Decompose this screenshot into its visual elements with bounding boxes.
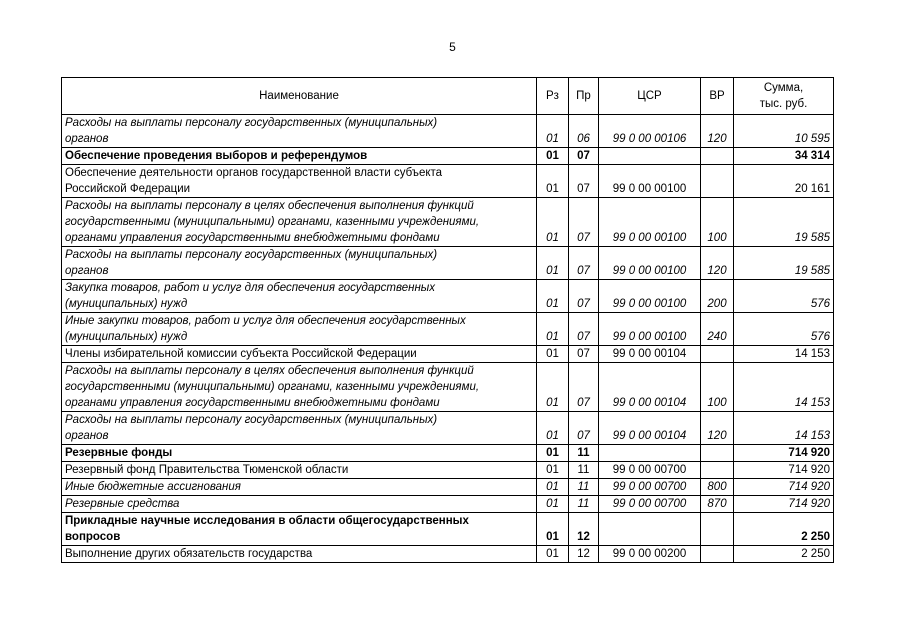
- row-name-line: Иные закупки товаров, работ и услуг для обеспечения государственных: [65, 315, 466, 327]
- row-sum: 20 161: [734, 165, 834, 198]
- row-name: [62, 496, 537, 513]
- row-vr: [701, 148, 734, 165]
- row-rz: 01: [537, 462, 569, 479]
- row-rz: 01: [537, 479, 569, 496]
- row-name-line: Обеспечение деятельности органов государственной власти субъекта: [65, 167, 443, 179]
- row-csr: 99 0 00 00104: [599, 412, 701, 445]
- row-pr: 07: [569, 363, 599, 412]
- table-row: [62, 496, 834, 513]
- row-name-line: Обеспечение проведения выборов и референдумов: [65, 150, 368, 162]
- row-name-line: органами управления государственными внебюджетными фондами: [65, 232, 440, 244]
- row-name-line: Прикладные научные исследования в области общегосударственных: [65, 515, 469, 527]
- row-csr: 99 0 00 00100: [599, 198, 701, 247]
- row-vr: [701, 346, 734, 363]
- row-sum: 19 585: [734, 198, 834, 247]
- row-sum: 14 153: [734, 363, 834, 412]
- row-pr: 11: [569, 496, 599, 513]
- row-pr: 12: [569, 513, 599, 546]
- row-vr: 870: [701, 496, 734, 513]
- row-vr: 800: [701, 479, 734, 496]
- header-sum: [734, 78, 834, 115]
- table-row: [62, 346, 834, 363]
- row-csr: [599, 445, 701, 462]
- row-name-line: государственными (муниципальными) органами, казенными учреждениями,: [65, 381, 480, 393]
- row-name-line: органов: [65, 430, 109, 442]
- row-rz: 01: [537, 513, 569, 546]
- row-csr: 99 0 00 00104: [599, 346, 701, 363]
- row-name-line: Иные бюджетные ассигнования: [65, 481, 241, 493]
- row-sum: 714 920: [734, 462, 834, 479]
- row-rz: 01: [537, 165, 569, 198]
- row-name-line: Члены избирательной комиссии субъекта Российской Федерации: [65, 348, 417, 360]
- table-row: [62, 313, 834, 346]
- row-sum: 14 153: [734, 412, 834, 445]
- row-vr: 120: [701, 247, 734, 280]
- row-csr: 99 0 00 00700: [599, 496, 701, 513]
- row-rz: 01: [537, 115, 569, 148]
- table-row: [62, 198, 834, 247]
- table-row: [62, 445, 834, 462]
- row-name: [62, 479, 537, 496]
- table-row: [62, 412, 834, 445]
- row-name-line: Расходы на выплаты персоналу государственных (муниципальных): [65, 414, 438, 426]
- row-sum: 714 920: [734, 496, 834, 513]
- row-sum: 10 595: [734, 115, 834, 148]
- row-name-line: Расходы на выплаты персоналу в целях обеспечения выполнения функций: [65, 365, 474, 377]
- table-row: [62, 513, 834, 546]
- row-name: [62, 445, 537, 462]
- row-name: [62, 165, 537, 198]
- row-pr: 11: [569, 462, 599, 479]
- row-name-line: вопросов: [65, 531, 121, 543]
- row-name-line: органами управления государственными внебюджетными фондами: [65, 397, 440, 409]
- row-vr: [701, 445, 734, 462]
- row-name-line: органов: [65, 265, 109, 277]
- row-name: [62, 115, 537, 148]
- row-pr: 07: [569, 165, 599, 198]
- row-name: [62, 546, 537, 563]
- row-rz: 01: [537, 363, 569, 412]
- row-name-line: (муниципальных) нужд: [65, 331, 188, 343]
- row-pr: 07: [569, 280, 599, 313]
- row-pr: 07: [569, 198, 599, 247]
- table-row: [62, 280, 834, 313]
- row-rz: 01: [537, 198, 569, 247]
- row-csr: [599, 513, 701, 546]
- row-name: [62, 513, 537, 546]
- row-name-line: Резервные фонды: [65, 447, 173, 459]
- row-csr: 99 0 00 00104: [599, 363, 701, 412]
- row-name: [62, 198, 537, 247]
- table-row: [62, 148, 834, 165]
- row-vr: [701, 462, 734, 479]
- row-sum: 2 250: [734, 546, 834, 563]
- row-pr: 07: [569, 247, 599, 280]
- row-name-line: Расходы на выплаты персоналу государственных (муниципальных): [65, 249, 438, 261]
- row-pr: 07: [569, 148, 599, 165]
- row-rz: 01: [537, 496, 569, 513]
- row-name-line: (муниципальных) нужд: [65, 298, 188, 310]
- row-name: [62, 412, 537, 445]
- row-name: [62, 313, 537, 346]
- table-row: [62, 479, 834, 496]
- row-name: [62, 247, 537, 280]
- row-sum: 714 920: [734, 479, 834, 496]
- row-vr: 100: [701, 198, 734, 247]
- row-name: [62, 346, 537, 363]
- row-csr: 99 0 00 00700: [599, 462, 701, 479]
- row-rz: 01: [537, 546, 569, 563]
- row-name-line: Резервные средства: [65, 498, 180, 510]
- row-name-line: Выполнение других обязательств государства: [65, 548, 313, 560]
- header-pr: Пр: [569, 78, 599, 115]
- row-vr: [701, 165, 734, 198]
- row-name-line: государственными (муниципальными) органами, казенными учреждениями,: [65, 216, 480, 228]
- row-sum: 714 920: [734, 445, 834, 462]
- row-rz: 01: [537, 412, 569, 445]
- row-pr: 11: [569, 479, 599, 496]
- table-row: [62, 115, 834, 148]
- row-vr: [701, 546, 734, 563]
- row-vr: 120: [701, 115, 734, 148]
- row-name-line: Российской Федерации: [65, 183, 191, 195]
- row-csr: 99 0 00 00100: [599, 280, 701, 313]
- table-row: [62, 363, 834, 412]
- row-pr: 07: [569, 313, 599, 346]
- row-rz: 01: [537, 280, 569, 313]
- table-row: [62, 165, 834, 198]
- row-csr: 99 0 00 00106: [599, 115, 701, 148]
- row-pr: 07: [569, 346, 599, 363]
- page-number: 5: [449, 40, 456, 54]
- row-csr: 99 0 00 00100: [599, 165, 701, 198]
- row-csr: 99 0 00 00100: [599, 247, 701, 280]
- row-pr: 11: [569, 445, 599, 462]
- row-name: [62, 148, 537, 165]
- row-rz: 01: [537, 346, 569, 363]
- row-pr: 07: [569, 412, 599, 445]
- row-csr: 99 0 00 00700: [599, 479, 701, 496]
- row-rz: 01: [537, 445, 569, 462]
- row-csr: [599, 148, 701, 165]
- row-sum: 576: [734, 280, 834, 313]
- table-row: [62, 247, 834, 280]
- row-name: [62, 462, 537, 479]
- row-vr: 240: [701, 313, 734, 346]
- table-row: [62, 462, 834, 479]
- header-sum-line1: Сумма,: [763, 82, 804, 94]
- budget-table: [61, 77, 834, 563]
- table-body: [62, 115, 834, 563]
- row-name-line: органов: [65, 133, 109, 145]
- row-pr: 06: [569, 115, 599, 148]
- row-vr: 100: [701, 363, 734, 412]
- row-sum: 14 153: [734, 346, 834, 363]
- row-csr: 99 0 00 00100: [599, 313, 701, 346]
- row-name-line: Расходы на выплаты персоналу в целях обеспечения выполнения функций: [65, 200, 474, 212]
- row-csr: 99 0 00 00200: [599, 546, 701, 563]
- header-name: Наименование: [62, 78, 537, 115]
- row-rz: 01: [537, 148, 569, 165]
- row-vr: 200: [701, 280, 734, 313]
- row-vr: 120: [701, 412, 734, 445]
- table-header: [62, 78, 834, 115]
- row-sum: 2 250: [734, 513, 834, 546]
- row-name-line: Расходы на выплаты персоналу государственных (муниципальных): [65, 117, 438, 129]
- header-sum-line2: тыс. руб.: [759, 98, 808, 110]
- row-sum: 34 314: [734, 148, 834, 165]
- row-name: [62, 280, 537, 313]
- row-name-line: Резервный фонд Правительства Тюменской области: [65, 464, 349, 476]
- header-vr: ВР: [701, 78, 734, 115]
- row-rz: 01: [537, 247, 569, 280]
- row-vr: [701, 513, 734, 546]
- row-rz: 01: [537, 313, 569, 346]
- row-name-line: Закупка товаров, работ и услуг для обеспечения государственных: [65, 282, 436, 294]
- row-sum: 576: [734, 313, 834, 346]
- header-rz: Рз: [537, 78, 569, 115]
- row-name: [62, 363, 537, 412]
- row-sum: 19 585: [734, 247, 834, 280]
- header-csr: ЦСР: [599, 78, 701, 115]
- table-row: [62, 546, 834, 563]
- row-pr: 12: [569, 546, 599, 563]
